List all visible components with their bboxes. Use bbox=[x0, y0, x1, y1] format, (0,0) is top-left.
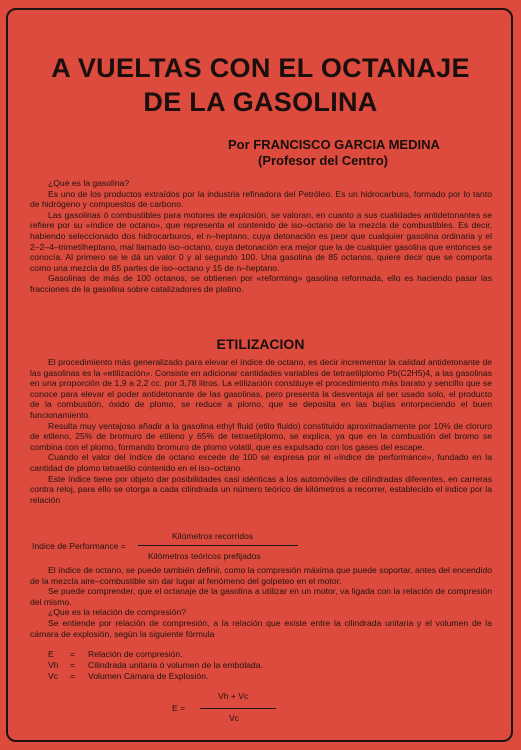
compression-fraction-bar bbox=[200, 708, 276, 709]
compression-block bbox=[30, 565, 492, 639]
definition-symbol: Vc bbox=[48, 671, 59, 681]
section-paragraph-4: Este índice tiene por objeto dar posibilidades casi idénticas a los automóviles de cilindradas diferentes, en carreras contra reloj, para ello se otorga a cada cilindrada un número teórico de kilómetros a recorrer, establecido el indice por la relación bbox=[30, 473, 492, 505]
intro-paragraph-3: Gasolinas de más de 100 octanos, se obtienen por «reforming» gasolina reformada, ello es haciendo pasar las fracciones de la gasolina sobre catalizadores de platino. bbox=[30, 273, 492, 294]
performance-fraction-bar bbox=[138, 545, 298, 546]
author-name: Por FRANCISCO GARCIA MEDINA bbox=[228, 137, 440, 152]
section-paragraph-3: Cuando el valor del índice de octano excede de 100 se expresa por el «índice de performance», fundado en la cantidad de plomo tetraetilo contenido en el iso–octano. bbox=[30, 452, 492, 473]
performance-formula-numerator: Kilómetros recorridos bbox=[172, 531, 254, 541]
intro-question: ¿Qué es la gasolina? bbox=[48, 178, 130, 188]
definition-text: Relación de compresión. bbox=[88, 649, 183, 659]
definition-equals: = bbox=[70, 649, 76, 659]
definition-equals: = bbox=[70, 671, 76, 681]
intro-paragraph-2: Las gasolinas ó combustibles para motores de explosión, se valoran, en cuanto a sus cualidades antidetonantes se refiere por su «índice de octano», que representa el contenido de iso–octano de la mezcla de combustibles. Es decir, habiendo seleccionado dos hidrocarburos, el n–heptano, cuya detonación es peor que cualquier gasolina ordinaria y el 2–2–4–trimetilheptano, mal llamado iso–octano, cuya detonación era mejor que la de cualquier gasolina que entonces se conocía. Al primero se le dá un valor 0 y al segundo 100. Una gasolina de 85 octanos, quiere decir que se comporta como una mezcla de 85 partes de iso–octano y 15 de n–heptano. bbox=[30, 209, 492, 273]
performance-formula-denominator: Kilómetros teóricos prefijados bbox=[148, 551, 261, 561]
article-title-line1: A VUELTAS CON EL OCTANAJE bbox=[51, 53, 470, 83]
definition-text: Volumen Cámara de Explosión. bbox=[88, 671, 209, 681]
intro-paragraph-1: Es uno de los productos extraídos por la industria refinadora del Petróleo. Es un hidrocarburo, formado por lo tanto de hidrógeno y compuestos de carbono. bbox=[30, 188, 492, 210]
section-heading: ETILIZACION bbox=[216, 336, 305, 352]
compression-paragraph-3: Se entiende por relación de compresión, a la relación que existe entre la cilindrada unitaria y el volumen de la cámara de explosión, según la siguiente fórmula bbox=[30, 617, 492, 639]
definition-row bbox=[48, 649, 263, 660]
article-title-line2: DE LA GASOLINA bbox=[143, 87, 378, 117]
section-paragraph-2: Resulta muy ventajoso añadir a la gasolina ethyl fluid (etilo fluido) constituido aproximadamente por 10% de cloruro de etileno, 25% de bromuro de etileno y 65% de tetraetilplomo, se explica, ya que en la combustión del bromo se combina con el plomo, formando bromuro de plomo volatil, que es expulsado con los gases del escape. bbox=[30, 420, 492, 452]
intro-block bbox=[30, 178, 492, 295]
compression-question: ¿Que es la relación de compresión? bbox=[48, 607, 187, 618]
definition-list bbox=[48, 649, 263, 682]
compression-formula-numerator: Vh + Vc bbox=[218, 691, 249, 701]
author-role: (Profesor del Centro) bbox=[258, 153, 389, 168]
definition-text: Cilindrada unitaria ó volumen de la embolada. bbox=[88, 660, 263, 670]
definition-symbol: Vh bbox=[48, 660, 59, 670]
definition-symbol: E bbox=[48, 649, 54, 659]
compression-formula-denominator: Vc bbox=[229, 713, 240, 723]
compression-formula-lhs: E = bbox=[172, 703, 186, 713]
definition-row bbox=[48, 660, 263, 671]
section-paragraph-1: El procedimiento más generalizado para elevar el índice de octano, es decir incrementar la calidad antidetonante de las gasolinas es la «etilización». Consiste en adicionar cantidades variables de tetraetilplomo Pb(C2H5)4, a las gasolinas en una proporción de 1,9 a 2,2 cc. por 3,78 litros. La etilización constituye el procedimiento más barato y sencillo que se conoce para elevar el poder antidetonante de las gasolinas, pero presenta la desventaja al ser usado solo, el producto de la combustión, óxido de plomo, se reduce a plomo, que se deposita en las bujías entorpeciendo el buen funcionamiento. bbox=[30, 357, 492, 420]
definition-row bbox=[48, 671, 263, 682]
compression-paragraph-2: Se puede comprender, que el octanaje de la gasolina a utilizar en un motor, va ligada con la relación de compresión del mismo. bbox=[30, 586, 492, 607]
section-block bbox=[30, 357, 492, 505]
definition-equals: = bbox=[70, 660, 76, 670]
compression-paragraph-1: El índice de octano, se puede también definir, como la compresión máxima que puede soportar, antes del encendido de la mezcla aire–combustible sin dar lugar al fenómeno del golpeteo en el motor. bbox=[30, 565, 492, 586]
performance-formula-lhs: Indice de Performance = bbox=[32, 541, 126, 551]
